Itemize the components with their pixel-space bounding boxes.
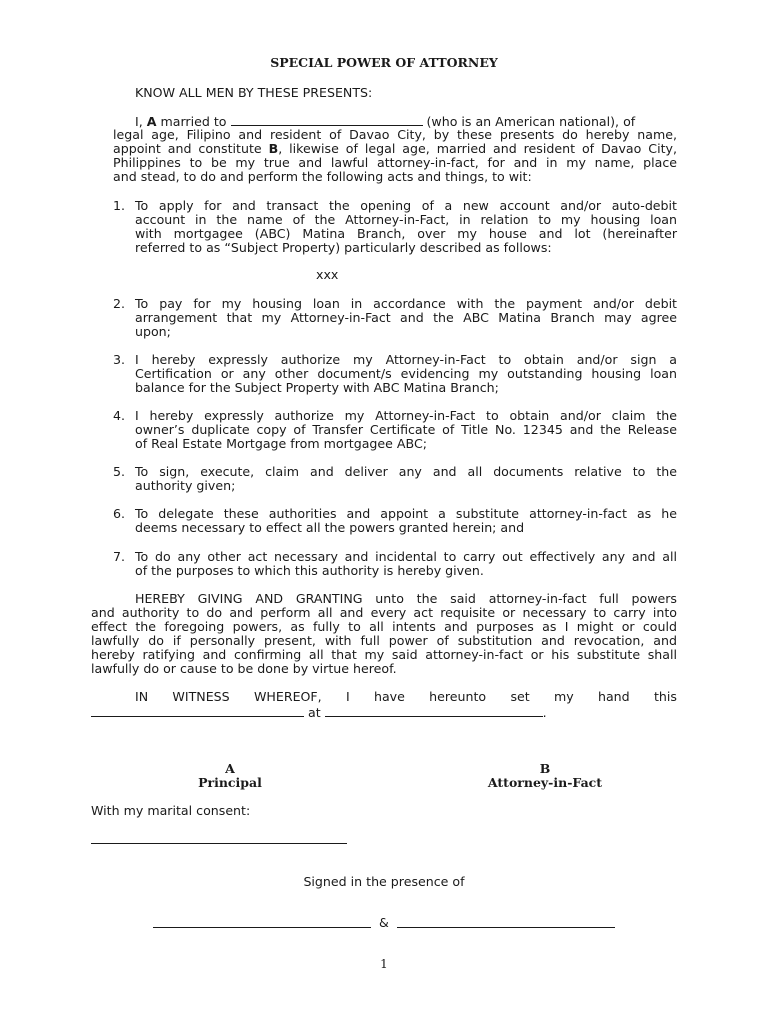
ampersand: & — [379, 915, 389, 930]
item-1-line-2: account in the name of the Attorney-in-Fact, in relation to my housing loan — [135, 212, 677, 227]
hereby-line-3: effect the foregoing powers, as fully to all intents and purposes as I might or could — [91, 619, 677, 634]
item-3-line-3: balance for the Subject Property with ABC Matina Branch; — [135, 380, 499, 395]
item-number: 2. — [113, 296, 126, 311]
principal-role: Principal — [198, 775, 262, 790]
witness-line: IN WITNESS WHEREOF, I have hereunto set my hand this — [135, 689, 677, 704]
item-number: 1. — [113, 198, 126, 213]
item-1-line-4: referred to as “Subject Property) particularly described as follows: — [135, 240, 552, 255]
item-2-line-1: To pay for my housing loan in accordance with the payment and/or debit — [135, 296, 677, 311]
opening-line-2: legal age, Filipino and resident of Davao City, by these presents do hereby name, — [113, 127, 677, 142]
item-1-line-3: with mortgagee (ABC) Matina Branch, over my house and lot (hereinafter — [135, 226, 677, 241]
item-6-line-2: deems necessary to effect all the powers granted herein; and — [135, 520, 525, 535]
opening-line-3: appoint and constitute B, likewise of legal age, married and resident of Davao City, — [113, 141, 677, 156]
opening-line-5: and stead, to do and perform the following acts and things, to wit: — [113, 169, 532, 184]
principal-name-inline: A — [146, 114, 157, 129]
hereby-line-2: and authority to do and perform all and every act requisite or necessary to carry into — [91, 605, 677, 620]
spouse-signature-line — [91, 843, 347, 844]
item-5-line-2: authority given; — [135, 478, 236, 493]
attorney-name-inline: B — [268, 141, 279, 156]
opening-line-1: I, A married to (who is an American national), of — [135, 114, 636, 129]
place-blank — [325, 705, 543, 717]
item-5-line-1: To sign, execute, claim and deliver any and all documents relative to the — [135, 464, 677, 479]
page-number: 1 — [380, 957, 388, 971]
item-6-line-1: To delegate these authorities and appoint a substitute attorney-in-fact as he — [135, 506, 677, 521]
item-3-line-1: I hereby expressly authorize my Attorney-in-Fact to obtain and/or sign a — [135, 352, 677, 367]
attorney-name: B — [539, 761, 551, 776]
item-4-line-3: of Real Estate Mortgage from mortgagee ABC; — [135, 436, 427, 451]
intro-line: KNOW ALL MEN BY THESE PRESENTS: — [135, 85, 373, 100]
item-number: 5. — [113, 464, 126, 479]
item-7-line-1: To do any other act necessary and incidental to carry out effectively any and all — [135, 549, 677, 564]
item-4-line-2: owner’s duplicate copy of Transfer Certificate of Title No. 12345 and the Release — [135, 422, 677, 437]
item-1-line-1: To apply for and transact the opening of a new account and/or auto-debit — [135, 198, 677, 213]
witness-1-signature-line — [153, 927, 371, 928]
property-placeholder: xxx — [316, 267, 339, 282]
signed-presence-label: Signed in the presence of — [303, 874, 465, 889]
item-3-line-2: Certification or any other document/s evidencing my outstanding housing loan — [135, 366, 677, 381]
item-number: 3. — [113, 352, 126, 367]
principal-name: A — [225, 761, 235, 776]
hereby-line-4: lawfully do if personally present, with full power of substitution and revocation, and — [91, 633, 677, 648]
hereby-line-5: hereby ratifying and confirming all that my said attorney-in-fact or his substitute shall — [91, 647, 677, 662]
marital-consent-label: With my marital consent: — [91, 803, 251, 818]
witness-date-place-line: at . — [91, 705, 547, 720]
item-number: 7. — [113, 549, 126, 564]
date-blank — [91, 705, 304, 717]
item-2-line-3: upon; — [135, 324, 171, 339]
item-7-line-2: of the purposes to which this authority is hereby given. — [135, 563, 484, 578]
item-number: 6. — [113, 506, 126, 521]
document-title: SPECIAL POWER OF ATTORNEY — [270, 55, 498, 70]
hereby-line-1: HEREBY GIVING AND GRANTING unto the said attorney-in-fact full powers — [135, 591, 677, 606]
opening-line-4: Philippines to be my true and lawful attorney-in-fact, for and in my name, place — [113, 155, 677, 170]
hereby-line-6: lawfully do or cause to be done by virtue hereof. — [91, 661, 397, 676]
item-2-line-2: arrangement that my Attorney-in-Fact and the ABC Matina Branch may agree — [135, 310, 677, 325]
witness-2-signature-line — [397, 927, 615, 928]
attorney-role: Attorney-in-Fact — [487, 775, 603, 790]
spouse-name-blank — [231, 114, 423, 126]
item-number: 4. — [113, 408, 126, 423]
item-4-line-1: I hereby expressly authorize my Attorney-in-Fact to obtain and/or claim the — [135, 408, 677, 423]
